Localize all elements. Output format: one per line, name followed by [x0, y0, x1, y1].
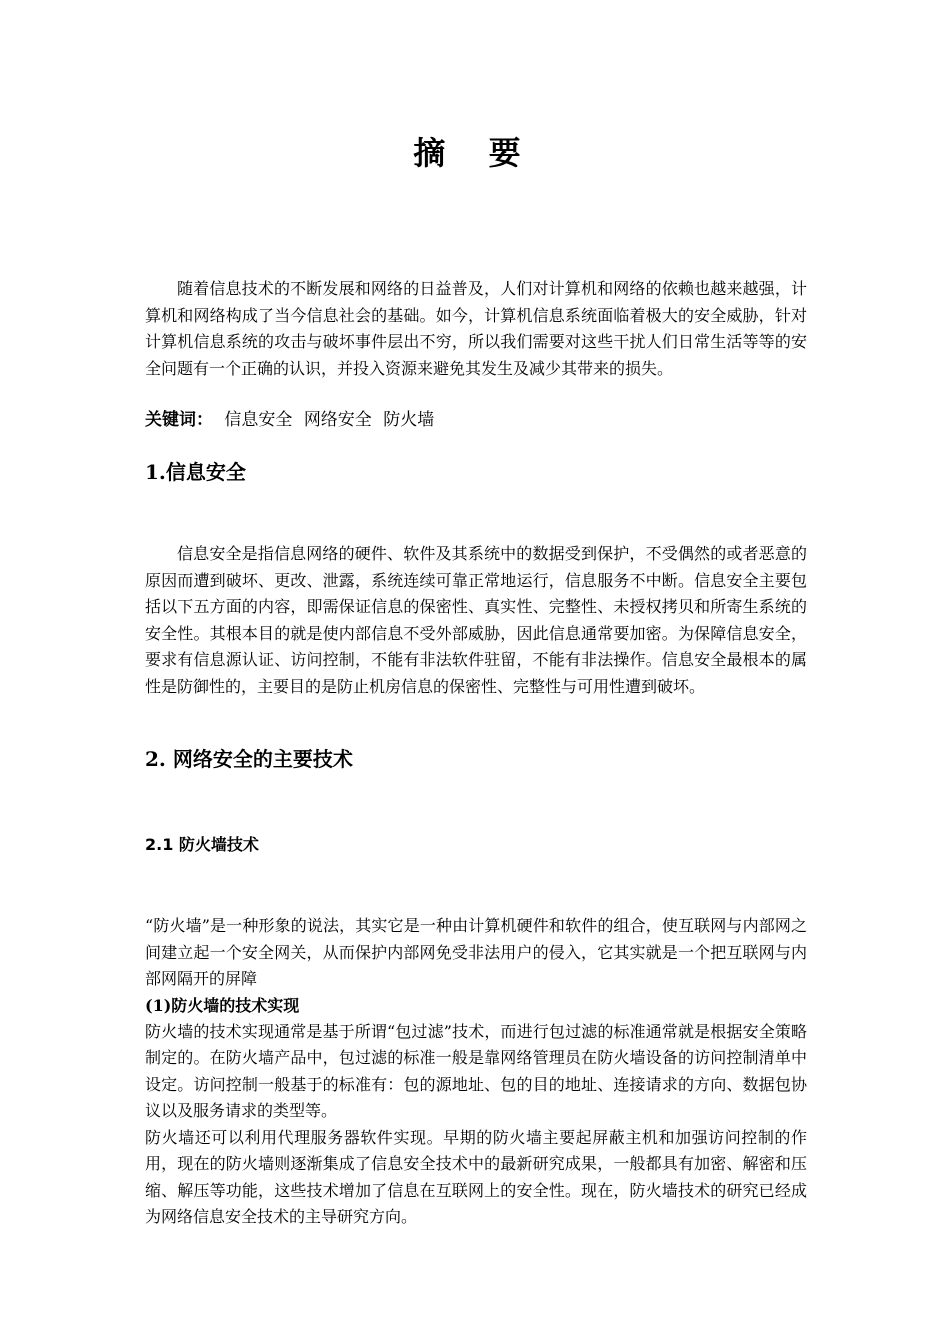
- keywords-row: [145, 405, 807, 430]
- section-1-paragraph: 信息安全是指信息网络的硬件、软件及其系统中的数据受到保护，不受偶然的或者恶意的原因而遭到破坏、更改、泄露，系统连续可靠正常地运行，信息服务不中断。信息安全主要包括以下五方面的内容，即需保证信息的保密性、真实性、完整性、未授权拷贝和所寄生系统的安全性。其根本目的就是使内部信息不受外部威胁，因此信息通常要加密。为保障信息安全，要求有信息源认证、访问控制，不能有非法软件驻留，不能有非法操作。信息安全最根本的属性是防御性的，主要目的是防止机房信息的保密性、完整性与可用性遭到破坏。: [145, 544, 807, 696]
- page-title: 摘 要: [413, 134, 537, 172]
- section-2-heading: 2. 网络安全的主要技术: [145, 747, 353, 771]
- section-2-1-heading: 2.1 防火墙技术: [145, 835, 259, 854]
- keyword-item: 防火墙: [383, 410, 435, 430]
- firewall-intro-paragraph: “防火墙”是一种形象的说法，其实它是一种由计算机硬件和软件的组合，使互联网与内部网之间建立起一个安全网关，从而保护内部网免受非法用户的侵入，它其实就是一个把互联网与内部网隔开的屏障: [145, 916, 807, 988]
- firewall-implementation-heading: (1)防火墙的技术实现: [145, 995, 300, 1015]
- keyword-item: 网络安全: [303, 410, 372, 430]
- firewall-packet-filter-paragraph: 防火墙的技术实现通常是基于所谓“包过滤”技术，而进行包过滤的标准通常就是根据安全策略制定的。在防火墙产品中，包过滤的标准一般是靠网络管理员在防火墙设备的访问控制清单中设定。访问控制一般基于的标准有：包的源地址、包的目的地址、连接请求的方向、数据包协议以及服务请求的类型等。: [145, 1021, 807, 1120]
- section-1-body: [145, 541, 807, 700]
- abstract-paragraph: 随着信息技术的不断发展和网络的日益普及，人们对计算机和网络的依赖也越来越强，计算机和网络构成了当今信息社会的基础。如今，计算机信息系统面临着极大的安全威胁，针对计算机信息系统的攻击与破坏事件层出不穷，所以我们需要对这些干扰人们日常生活等等的安全问题有一个正确的认识，并投入资源来避免其发生及减少其带来的损失。: [145, 279, 807, 378]
- keywords-label: 关键词：: [145, 410, 213, 430]
- section-2-1-body: [145, 913, 807, 1231]
- firewall-proxy-paragraph: 防火墙还可以利用代理服务器软件实现。早期的防火墙主要起屏蔽主机和加强访问控制的作用，现在的防火墙则逐渐集成了信息安全技术中的最新研究成果，一般都具有加密、解密和压缩、解压等功能，这些技术增加了信息在互联网上的安全性。现在，防火墙技术的研究已经成为网络信息安全技术的主导研究方向。: [145, 1127, 807, 1226]
- section-1-heading: 1.信息安全: [145, 460, 246, 484]
- abstract-block: [145, 276, 807, 382]
- keyword-item: 信息安全: [224, 410, 293, 430]
